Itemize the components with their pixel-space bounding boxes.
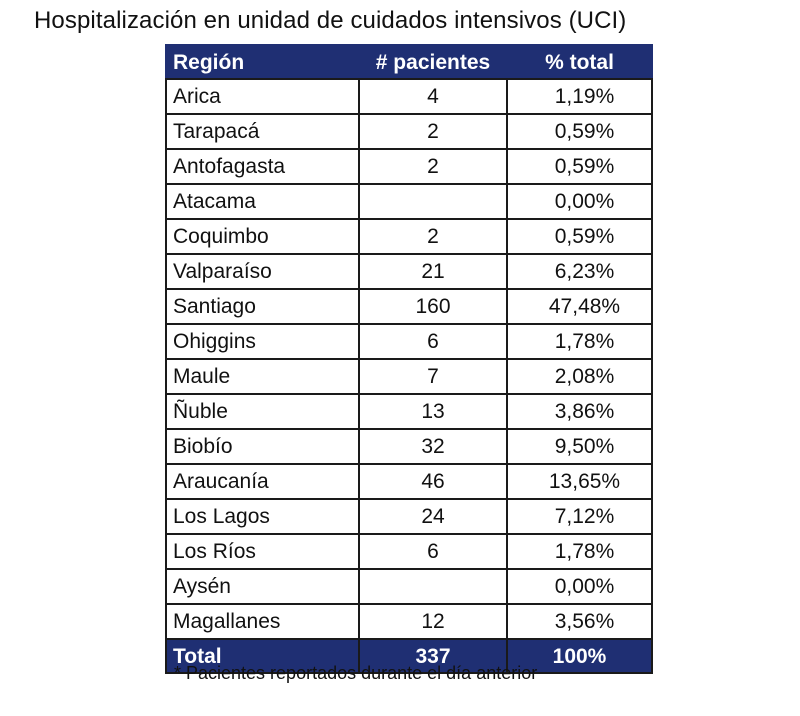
uci-table [165,44,653,674]
total-label: Total [166,639,359,673]
percent-cell: 0,59% [507,219,652,254]
table-row [166,254,652,289]
table-row [166,149,652,184]
region-cell: Valparaíso [166,254,359,289]
region-cell: Ñuble [166,394,359,429]
patients-cell: 12 [359,604,507,639]
patients-cell: 2 [359,149,507,184]
header-patients: # pacientes [359,45,507,79]
percent-cell: 7,12% [507,499,652,534]
percent-cell: 6,23% [507,254,652,289]
patients-cell: 7 [359,359,507,394]
percent-cell: 0,00% [507,569,652,604]
table-header-row [166,45,652,79]
region-cell: Aysén [166,569,359,604]
patients-cell: 13 [359,394,507,429]
region-cell: Ohiggins [166,324,359,359]
table-row [166,324,652,359]
region-cell: Los Ríos [166,534,359,569]
patients-cell: 24 [359,499,507,534]
region-cell: Arica [166,79,359,114]
table-row [166,569,652,604]
header-percent: % total [507,45,652,79]
header-region: Región [166,45,359,79]
region-cell: Tarapacá [166,114,359,149]
percent-cell: 3,86% [507,394,652,429]
table-row [166,114,652,149]
percent-cell: 0,59% [507,149,652,184]
patients-cell: 46 [359,464,507,499]
percent-cell: 0,59% [507,114,652,149]
table-row [166,394,652,429]
percent-cell: 3,56% [507,604,652,639]
table-row [166,289,652,324]
table-row [166,359,652,394]
table-row [166,184,652,219]
patients-cell: 160 [359,289,507,324]
table-row [166,604,652,639]
percent-cell: 47,48% [507,289,652,324]
table-row [166,429,652,464]
region-cell: Los Lagos [166,499,359,534]
table-row [166,534,652,569]
patients-cell: 32 [359,429,507,464]
percent-cell: 2,08% [507,359,652,394]
table-row [166,499,652,534]
patients-cell: 2 [359,219,507,254]
chart-title: Hospitalización en unidad de cuidados intensivos (UCI) [34,7,627,34]
total-patients: 337 [359,639,507,673]
region-cell: Coquimbo [166,219,359,254]
percent-cell: 1,78% [507,534,652,569]
footnote: * Pacientes reportados durante el día anterior [174,663,538,683]
region-cell: Antofagasta [166,149,359,184]
region-cell: Maule [166,359,359,394]
total-percent: 100% [507,639,652,673]
region-cell: Atacama [166,184,359,219]
percent-cell: 9,50% [507,429,652,464]
patients-cell [359,569,507,604]
patients-cell: 6 [359,534,507,569]
percent-cell: 13,65% [507,464,652,499]
region-cell: Santiago [166,289,359,324]
patients-cell: 21 [359,254,507,289]
table-body [166,79,652,639]
percent-cell: 0,00% [507,184,652,219]
region-cell: Magallanes [166,604,359,639]
table-row [166,464,652,499]
patients-cell: 6 [359,324,507,359]
patients-cell [359,184,507,219]
table-row [166,79,652,114]
region-cell: Biobío [166,429,359,464]
table-row [166,219,652,254]
percent-cell: 1,19% [507,79,652,114]
region-cell: Araucanía [166,464,359,499]
patients-cell: 4 [359,79,507,114]
patients-cell: 2 [359,114,507,149]
percent-cell: 1,78% [507,324,652,359]
uci-table-container [165,44,651,674]
